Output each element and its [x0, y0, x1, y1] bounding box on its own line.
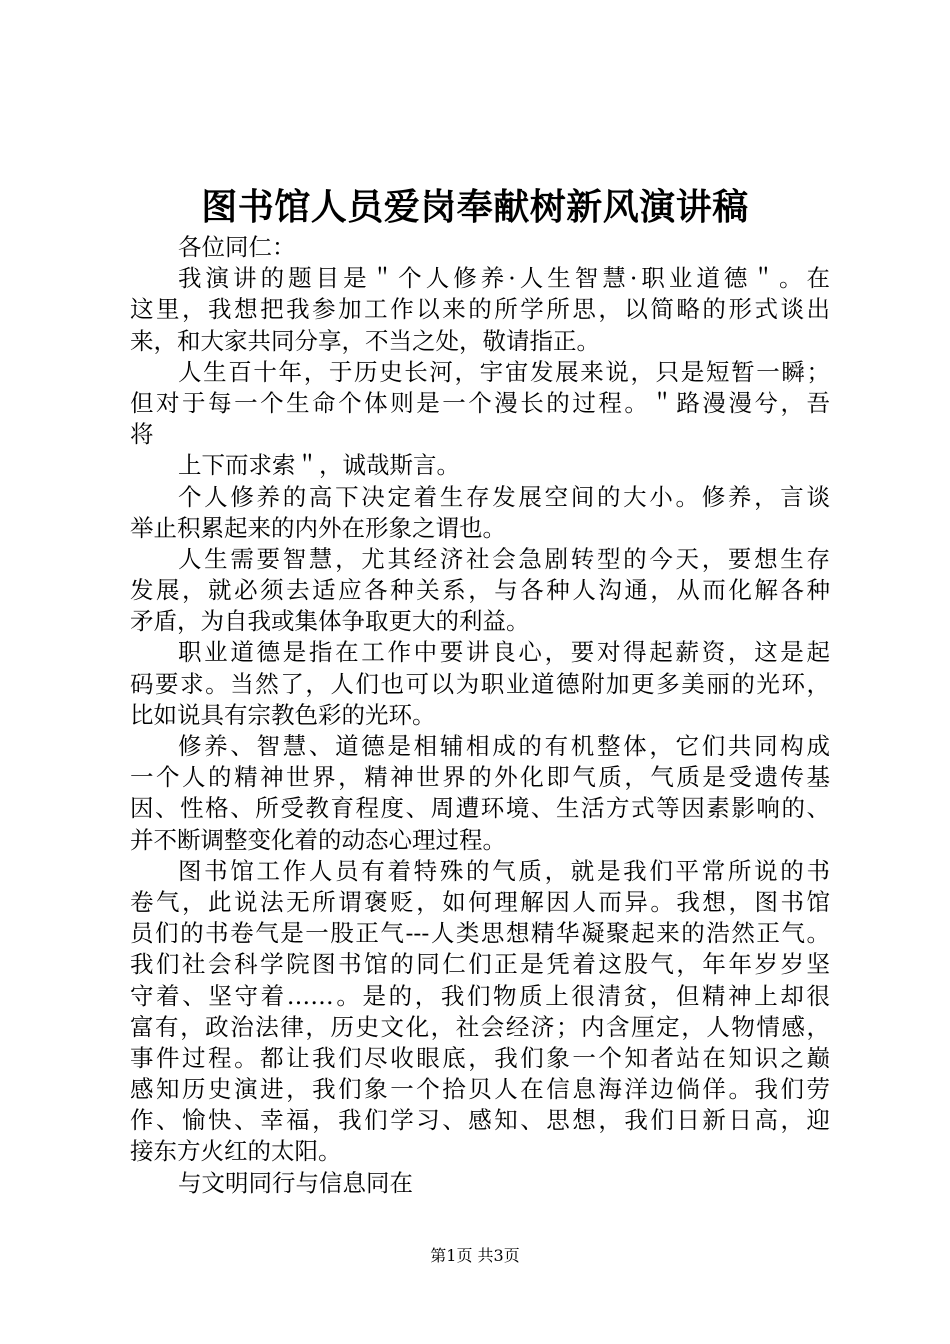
text-line: 这里，我想把我参加工作以来的所学所思，以简略的形式谈出	[130, 295, 830, 324]
text-line: 我演讲的题目是＂个人修养·人生智慧·职业道德＂。在	[178, 264, 830, 293]
text-line: 一个人的精神世界，精神世界的外化即气质，气质是受遗传基	[130, 763, 830, 792]
text-line: 员们的书卷气是一股正气---人类思想精华凝聚起来的浩然正气。	[130, 919, 830, 948]
document-body	[130, 232, 830, 1199]
text-line: 职业道德是指在工作中要讲良心，要对得起薪资，这是起	[178, 638, 830, 667]
text-line: 上下而求索＂，诚哉斯言。	[178, 451, 460, 480]
text-line: 守着、坚守着……。是的，我们物质上很清贫，但精神上却很	[130, 981, 830, 1010]
text-line: 矛盾，为自我或集体争取更大的利益。	[130, 607, 530, 636]
text-line: 来，和大家共同分享，不当之处，敬请指正。	[130, 326, 600, 355]
text-line: 因、性格、所受教育程度、周遭环境、生活方式等因素影响的、	[130, 794, 830, 823]
text-line: 举止积累起来的内外在形象之谓也。	[130, 513, 506, 542]
paragraph	[130, 482, 830, 544]
paragraph	[130, 544, 830, 638]
text-line: 将	[130, 420, 154, 449]
paragraph	[130, 232, 830, 263]
text-line: 富有，政治法律，历史文化，社会经济；内含厘定，人物情感，	[130, 1012, 830, 1041]
page-footer: 第1页 共3页	[430, 1246, 520, 1265]
text-line: 但对于每一个生命个体则是一个漫长的过程。＂路漫漫兮，吾	[130, 388, 830, 417]
text-line: 感知历史演进，我们象一个拾贝人在信息海洋边倘佯。我们劳	[130, 1075, 830, 1104]
text-line: 作、愉快、幸福，我们学习、感知、思想，我们日新日高，迎	[130, 1106, 830, 1135]
text-line: 人生需要智慧，尤其经济社会急剧转型的今天，要想生存	[178, 544, 830, 573]
text-line: 事件过程。都让我们尽收眼底，我们象一个知者站在知识之巅	[130, 1043, 830, 1072]
text-line: 人生百十年，于历史长河，宇宙发展来说，只是短暂一瞬；	[178, 357, 830, 386]
text-line: 比如说具有宗教色彩的光环。	[130, 700, 436, 729]
text-line: 发展，就必须去适应各种关系，与各种人沟通，从而化解各种	[130, 576, 830, 605]
paragraph	[130, 637, 830, 731]
text-line: 个人修养的高下决定着生存发展空间的大小。修养，言谈	[178, 482, 830, 511]
text-line: 修养、智慧、道德是相辅相成的有机整体，它们共同构成	[178, 732, 830, 760]
text-line: 与文明同行与信息同在	[178, 1168, 413, 1197]
text-line: 图书馆工作人员有着特殊的气质，就是我们平常所说的书	[178, 856, 830, 885]
document-title: 图书馆人员爱岗奉献树新风演讲稿	[201, 186, 749, 228]
text-line: 接东方火红的太阳。	[130, 1137, 342, 1166]
paragraph	[130, 263, 830, 357]
paragraph	[130, 450, 830, 481]
text-line: 并不断调整变化着的动态心理过程。	[130, 825, 506, 854]
paragraph	[130, 1168, 830, 1199]
text-line: 码要求。当然了，人们也可以为职业道德附加更多美丽的光环，	[130, 669, 830, 698]
paragraph	[130, 357, 830, 451]
paragraph	[130, 731, 830, 856]
text-line: 各位同仁：	[178, 233, 296, 261]
text-line: 我们社会科学院图书馆的同仁们正是凭着这股气，年年岁岁坚	[130, 950, 830, 979]
text-line: 卷气，此说法无所谓褒贬，如何理解因人而异。我想，图书馆	[130, 887, 830, 916]
paragraph	[130, 856, 830, 1168]
